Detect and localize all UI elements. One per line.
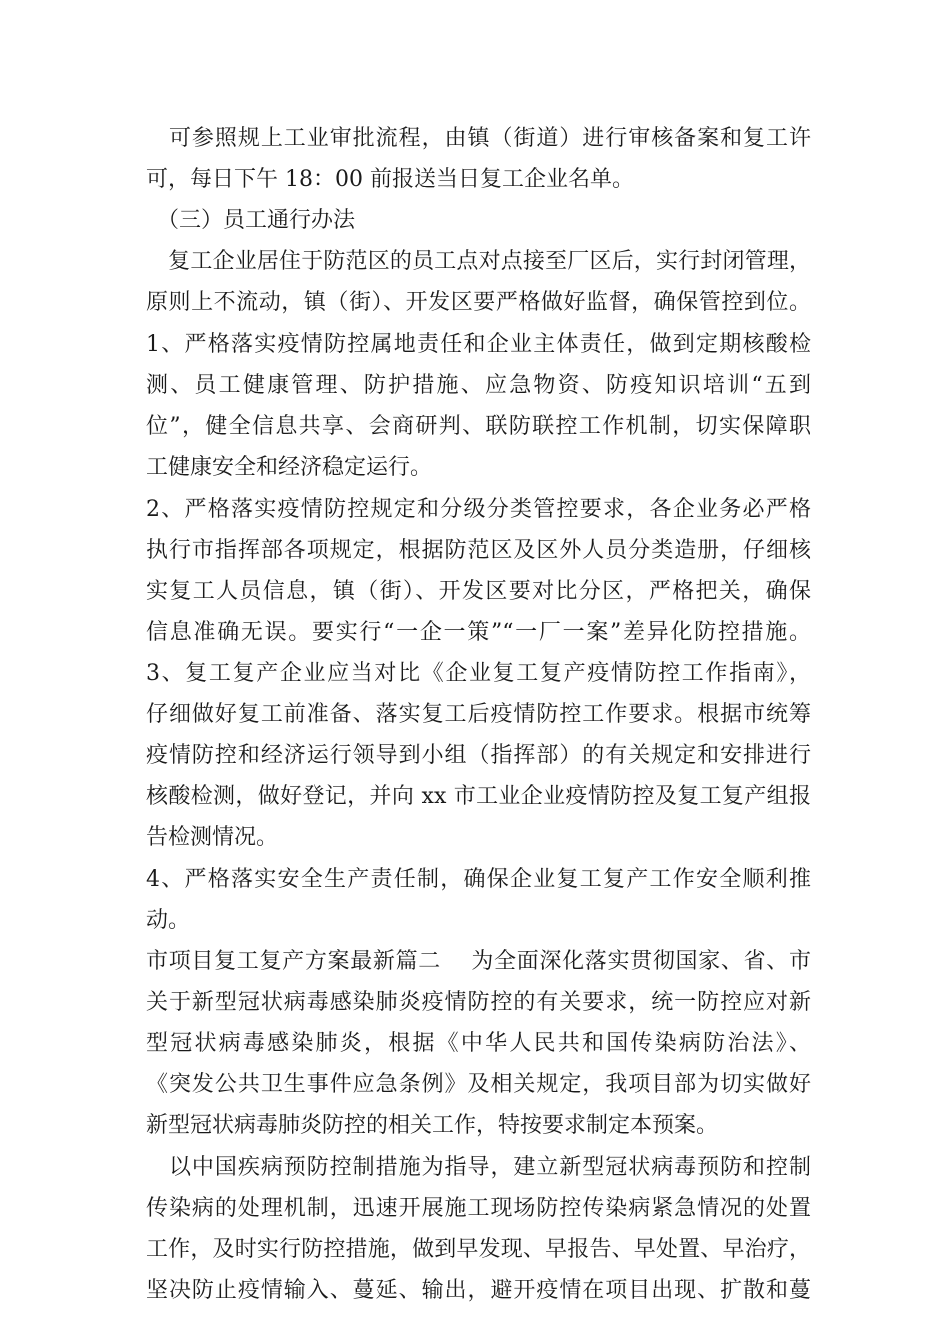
text-line: 疫情防控和经济运行领导到小组（指挥部）的有关规定和安排进行 [146, 743, 811, 768]
text-line: 关于新型冠状病毒感染肺炎疫情防控的有关要求，统一防控应对新 [146, 990, 811, 1015]
text-line: 可，每日下午 18：00 前报送当日复工企业名单。 [146, 167, 634, 192]
text-line: 4、严格落实安全生产责任制，确保企业复工复产工作安全顺利推 [146, 867, 811, 892]
text-line: 2、严格落实疫情防控规定和分级分类管控要求，各企业务必严格 [146, 497, 811, 522]
text-line: 信息准确无误。要实行“一企一策”“一厂一案”差异化防控措施。 [146, 620, 811, 645]
text-line: 告检测情况。 [146, 825, 279, 850]
text-line: 市项目复工复产方案最新篇二 为全面深化落实贯彻国家、省、市 [146, 949, 811, 974]
text-line: 原则上不流动，镇（街）、开发区要严格做好监督，确保管控到位。 [146, 290, 811, 315]
section-heading: （三）员工通行办法 [146, 208, 356, 233]
text-line: 型冠状病毒感染肺炎，根据《中华人民共和国传染病防治法》、 [146, 1031, 811, 1056]
document-body [146, 118, 811, 1311]
text-line: 复工企业居住于防范区的员工点对点接至厂区后，实行封闭管理， [146, 249, 811, 274]
text-line: 工健康安全和经济稳定运行。 [146, 455, 433, 480]
text-line: 仔细做好复工前准备、落实复工后疫情防控工作要求。根据市统筹 [146, 702, 811, 727]
text-line: 测、员工健康管理、防护措施、应急物资、防疫知识培训“五到 [146, 373, 811, 398]
text-line: 新型冠状病毒肺炎防控的相关工作，特按要求制定本预案。 [146, 1113, 719, 1138]
text-line: 3、复工复产企业应当对比《企业复工复产疫情防控工作指南》， [146, 661, 811, 686]
text-line: 传染病的处理机制，迅速开展施工现场防控传染病紧急情况的处置 [146, 1196, 811, 1221]
text-line: 位”，健全信息共享、会商研判、联防联控工作机制，切实保障职 [146, 414, 811, 439]
text-line: 1、严格落实疫情防控属地责任和企业主体责任，做到定期核酸检 [146, 332, 811, 357]
text-line: 可参照规上工业审批流程，由镇（街道）进行审核备案和复工许 [146, 126, 811, 151]
text-line: 以中国疾病预防控制措施为指导，建立新型冠状病毒预防和控制 [146, 1155, 811, 1180]
text-line: 执行市指挥部各项规定，根据防范区及区外人员分类造册，仔细核 [146, 538, 811, 563]
text-line: 坚决防止疫情输入、蔓延、输出，避开疫情在项目出现、扩散和蔓 [146, 1278, 811, 1303]
text-line: 实复工人员信息，镇（街）、开发区要对比分区，严格把关，确保 [146, 579, 811, 604]
text-line: 工作，及时实行防控措施，做到早发现、早报告、早处置、早治疗， [146, 1237, 811, 1262]
text-line: 动。 [146, 908, 191, 933]
text-line: 《突发公共卫生事件应急条例》及相关规定，我项目部为切实做好 [146, 1072, 811, 1097]
text-line: 核酸检测，做好登记，并向 xx 市工业企业疫情防控及复工复产组报 [146, 784, 811, 809]
